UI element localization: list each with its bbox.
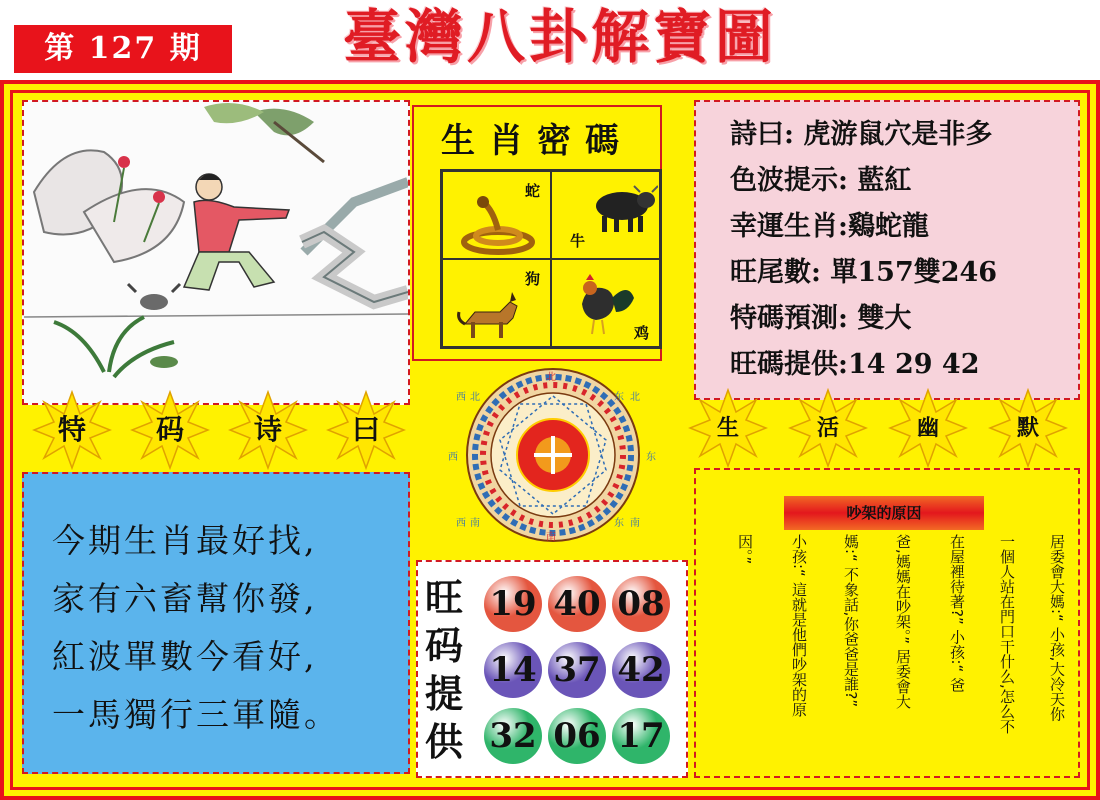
hot-numbers-panel (416, 560, 688, 778)
story-column: 一個人站在門口干什么,怎么不 (998, 534, 1016, 734)
humor-story-panel (694, 468, 1080, 778)
number-ball: 37 (548, 642, 606, 698)
number-ball: 42 (612, 642, 670, 698)
story-column: 爸,媽媽在吵架。” 居委會大 (894, 534, 912, 709)
star-badge (788, 388, 868, 468)
zodiac-cell-snake (442, 171, 551, 259)
star-badge (326, 390, 406, 470)
story-column: 因。” (736, 534, 754, 565)
compass-label: 西 (448, 452, 458, 463)
number-ball: 17 (612, 708, 670, 764)
poem-hint-line: 詩曰: 虎游鼠穴是非多 (730, 119, 993, 150)
zodiac-label-rooster: 鸡 (633, 324, 649, 342)
star-badge (228, 390, 308, 470)
star-badge (888, 388, 968, 468)
illustration-panel (22, 100, 410, 405)
number-ball: 40 (548, 576, 606, 632)
number-ball: 32 (484, 708, 542, 764)
star-label: 曰 (351, 413, 380, 446)
story-column: 媽:“ 不象話,你爸爸是誰?” (842, 534, 860, 708)
hot-number-line: 旺碼提供:14 29 42 (730, 349, 980, 380)
zodiac-title: 生肖密碼 (441, 121, 633, 161)
star-label: 活 (816, 415, 839, 441)
compass-label: 南 (630, 518, 640, 529)
star-badge (988, 388, 1068, 468)
poem-line: 紅波單數今看好, (52, 637, 318, 676)
zodiac-label-ox: 牛 (570, 232, 586, 250)
compass-label: 北 (546, 372, 556, 383)
star-badge (688, 388, 768, 468)
special-code-poem-panel (22, 472, 410, 774)
zodiac-label-dog: 狗 (524, 270, 540, 288)
color-wave-hint-line: 色波提示: 藍紅 (730, 165, 912, 196)
compass-label: 西 (456, 392, 466, 403)
story-column: 在屋裡待著?” 小孩:“ 爸 (948, 534, 966, 693)
compass-label: 东 (646, 452, 656, 463)
star-badge (130, 390, 210, 470)
rooster-icon (568, 268, 638, 338)
compass-label: 西 (456, 518, 466, 529)
compass-label: 南 (470, 518, 480, 529)
hint-info-panel (694, 100, 1080, 400)
bagua-compass (446, 368, 660, 542)
compass-label: 东 (614, 392, 624, 403)
star-label: 默 (1016, 415, 1039, 441)
number-ball: 06 (548, 708, 606, 764)
star-label: 码 (155, 413, 184, 446)
page-title: 臺灣八卦解寶圖 (342, 3, 777, 71)
star-label: 幽 (916, 415, 939, 441)
special-code-prediction-line: 特碼預測: 雙大 (730, 303, 912, 334)
lucky-zodiac-line: 幸運生肖:鷄蛇龍 (730, 211, 929, 242)
poem-line: 一馬獨行三軍隨。 (52, 695, 340, 734)
boy-garden-illustration (24, 102, 408, 403)
tail-number-line: 旺尾數: 單157雙246 (730, 257, 998, 288)
zodiac-cell-rooster (551, 259, 660, 347)
star-label: 生 (716, 415, 739, 441)
compass-label: 东 (614, 518, 624, 529)
hot-numbers-label: 旺码提供 (424, 575, 463, 764)
story-title: 吵架的原因 (784, 496, 984, 530)
poem-line: 家有六畜幫你發, (52, 579, 318, 618)
story-column: 居委會大媽:“ 小孩,大冷天你 (1048, 534, 1066, 722)
zodiac-code-panel (412, 105, 662, 361)
compass-label: 北 (630, 392, 640, 403)
dog-icon (455, 284, 525, 344)
star-label: 诗 (253, 413, 282, 446)
star-badge (32, 390, 112, 470)
zodiac-cell-dog (442, 259, 551, 347)
zodiac-cell-ox (551, 171, 660, 259)
compass-label: 南 (546, 532, 556, 543)
ox-icon (588, 180, 658, 240)
poem-line: 今期生肖最好找, (52, 521, 318, 560)
number-ball: 14 (484, 642, 542, 698)
issue-number-badge: 第 127 期 (14, 25, 232, 73)
star-label: 特 (57, 413, 86, 446)
snake-icon (453, 190, 543, 260)
zodiac-grid (440, 169, 662, 349)
compass-label: 北 (470, 392, 480, 403)
zodiac-label-snake: 蛇 (524, 182, 540, 200)
number-ball: 08 (612, 576, 670, 632)
number-ball: 19 (484, 576, 542, 632)
story-column: 小孩:“ 這就是他們吵架的原 (790, 534, 808, 717)
